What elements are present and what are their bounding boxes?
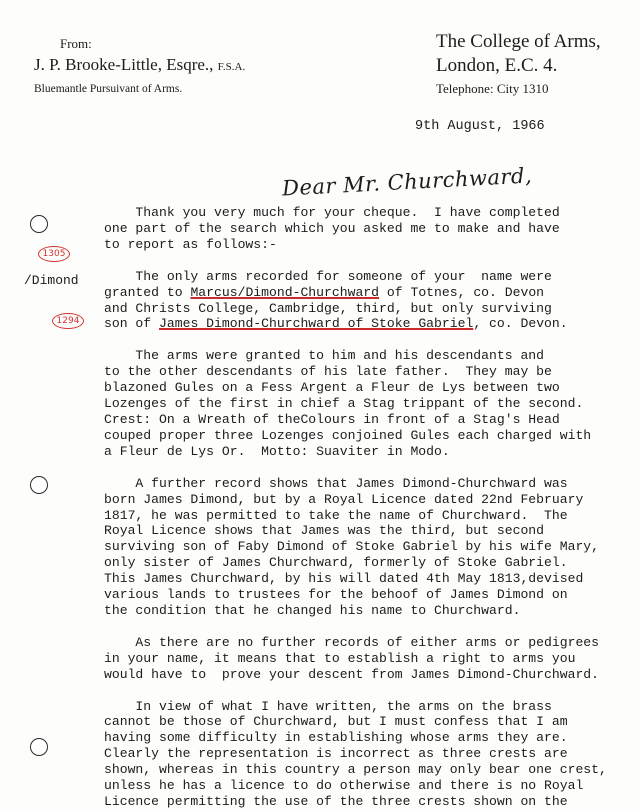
body-line: couped proper three Lozenges conjoined Gules each charged with [104,427,592,443]
body-line: The only arms recorded for someone of your name were [104,268,552,284]
body-line: Lozenges of the first in chief a Stag trippant of the second. [104,396,584,412]
body-line: Clearly the representation is incorrect as three crests are [104,746,568,762]
body-line: The arms were granted to him and his descendants and [104,348,545,364]
body-line: various lands to trustees for the behoof of James Dimond on [104,587,568,603]
sender-name-line [34,54,245,78]
sender-name: J. P. Brooke-Little, Esqre., [34,55,214,74]
body-line: 1817, he was permitted to take the name of Churchward. The [104,507,568,523]
body-line: In view of what I have written, the arms on the brass [104,698,552,714]
body-line: surviving son of Faby Dimond of Stoke Gabriel by his wife Mary, [104,539,600,555]
body-line: cannot be those of Churchward, but I must confess that I am [104,714,568,730]
margin-circled-number-2: 1294 [52,313,84,329]
body-line: Licence permitting the use of the three crests shown on the [104,794,568,809]
margin-note: /Dimond [24,273,79,288]
punch-hole-middle [30,476,48,494]
body-line: shown, whereas in this country a person may only bear one crest, [104,762,607,778]
paragraph-gap [104,683,634,699]
body-line: Royal Licence shows that James was the third, but second [104,523,545,539]
letter-body [104,205,634,810]
margin-circled-number-1: 1305 [38,246,70,262]
body-line: to report as follows:- [104,236,277,252]
sender-title: Bluemantle Pursuivant of Arms. [34,83,183,95]
body-line: born James Dimond, but by a Royal Licence dated 22nd February [104,491,584,507]
body-line: to the other descendants of his late father. They may be [104,364,552,380]
body-line: having some difficulty in establishing whose arms they are. [104,730,568,746]
punch-hole-bottom [30,738,48,756]
sender-block [34,36,245,95]
paragraph-gap [104,332,634,348]
body-line: in your name, it means that to establish a right to arms you [104,650,576,666]
body-line: and Christs College, Cambridge, third, but only surviving [104,300,552,316]
organization-block [436,30,601,97]
org-name: The College of Arms, [436,31,601,52]
underlined-name: Marcus/Dimond-Churchward [190,284,380,300]
body-line: the condition that he changed his name to Churchward. [104,602,521,618]
paragraph-gap [104,253,634,269]
body-line: granted to Marcus/Dimond-Churchward of Totnes, co. Devon [104,284,545,300]
body-line: blazoned Gules on a Fess Argent a Fleur de Lys between two [104,380,560,396]
punch-hole-top [30,215,48,233]
body-line: This James Churchward, by his will dated 4th May 1813,devised [104,571,584,587]
body-line: one part of the search which you asked me to make and have [104,220,560,236]
paragraph-gap [104,619,634,635]
body-line: unless he has a licence to do otherwise and there is no Royal [104,778,584,794]
underlined-name: James Dimond-Churchward of Stoke Gabriel [159,316,474,332]
body-line: son of James Dimond-Churchward of Stoke Gabriel, co. Devon. [104,316,568,332]
body-line: As there are no further records of either arms or pedigrees [104,634,600,650]
handwritten-salutation: Dear Mr. Churchward, [281,163,533,201]
body-line: would have to prove your descent from James Dimond-Churchward. [104,666,600,682]
body-line: only sister of James Churchward, formerly of Stoke Gabriel. [104,555,568,571]
paragraph-gap [104,460,634,476]
body-line: A further record shows that James Dimond-Churchward was [104,475,568,491]
from-label: From: [60,36,92,51]
body-line: Crest: On a Wreath of theColours in front of a Stag's Head [104,411,560,427]
org-address: London, E.C. 4. [436,55,558,76]
letter-date: 9th August, 1966 [415,119,545,134]
org-telephone: Telephone: City 1310 [436,81,549,96]
sender-suffix: F.S.A. [217,61,246,73]
body-line: Thank you very much for your cheque. I have completed [104,205,560,220]
body-line: a Fleur de Lys Or. Motto: Suaviter in Modo. [104,443,450,459]
